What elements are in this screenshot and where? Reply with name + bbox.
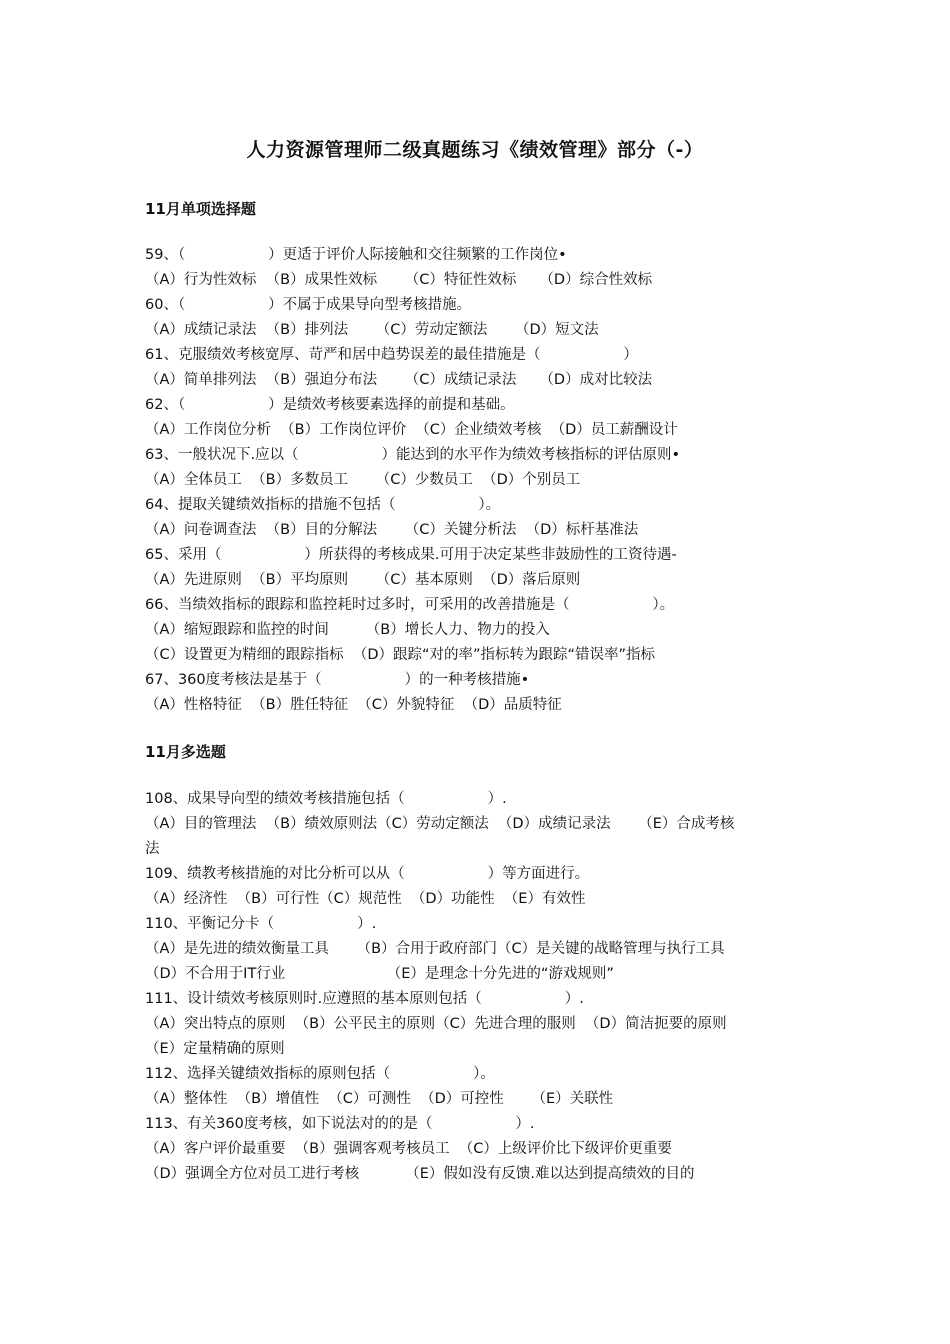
options-108: （A）目的管理法 （B）绩效原则法（C）劳动定额法 （D）成绩记录法 （E）合成考核 [145, 816, 735, 832]
question-62: 62、（ ）是绩效考核要素选择的前提和基础。 [145, 397, 515, 413]
options-66-a-b: （A）缩短跟踪和监控的时间 （B）增长人力、物力的投入 [145, 622, 550, 638]
options-112: （A）整体性 （B）增值性 （C）可测性 （D）可控性 （E）关联性 [145, 1091, 614, 1107]
section-heading-single-choice: 11月单项选择题 [145, 200, 256, 218]
options-62: （A）工作岗位分析 （B）工作岗位评价 （C）企业绩效考核 （D）员工薪酬设计 [145, 422, 678, 438]
options-66-c-d: （C）设置更为精细的跟踪指标 （D）跟踪“对的率”指标转为跟踪“错误率”指标 [145, 647, 656, 663]
question-111: 111、设计绩效考核原则时.应遵照的基本原则包括（ ）. [145, 991, 584, 1007]
question-61: 61、克服绩效考核宽厚、苛严和居中趋势误差的最佳措施是（ ） [145, 347, 638, 363]
section-heading-multiple-choice: 11月多选题 [145, 743, 226, 761]
options-113-a-c: （A）客户评价最重要 （B）强调客观考核员工 （C）上级评价比下级评价更重要 [145, 1141, 672, 1157]
options-110-d-e: （D）不合用于IT行业 （E）是理念十分先进的“游戏规则” [145, 966, 614, 982]
question-110: 110、平衡记分卡（ ）. [145, 916, 377, 932]
options-113-d-e: （D）强调全方位对员工进行考核 （E）假如没有反馈.难以达到提高绩效的目的 [145, 1166, 695, 1182]
options-65: （A）先进原则 （B）平均原则 （C）基本原则 （D）落后原则 [145, 572, 581, 588]
question-67: 67、360度考核法是基于（ ）的一种考核措施• [145, 672, 530, 688]
question-65: 65、采用（ ）所获得的考核成果.可用于决定某些非鼓励性的工资待遇- [145, 547, 677, 563]
options-63: （A）全体员工 （B）多数员工 （C）少数员工 （D）个别员工 [145, 472, 581, 488]
question-60: 60、（ ）不属于成果导向型考核措施。 [145, 297, 472, 313]
options-64: （A）问卷调查法 （B）目的分解法 （C）关键分析法 （D）标杆基准法 [145, 522, 639, 538]
question-108: 108、成果导向型的绩效考核措施包括（ ）. [145, 791, 507, 807]
question-59: 59、（ ）更适于评价人际接触和交往频繁的工作岗位• [145, 247, 567, 263]
options-67: （A）性格特征 （B）胜任特征 （C）外貌特征 （D）品质特征 [145, 697, 562, 713]
question-109: 109、绩教考核措施的对比分析可以从（ ）等方面进行。 [145, 866, 590, 882]
question-64: 64、提取关键绩效指标的措施不包括（ ）。 [145, 497, 501, 513]
options-59: （A）行为性效标 （B）成果性效标 （C）特征性效标 （D）综合性效标 [145, 272, 653, 288]
document-title: 人力资源管理师二级真题练习《绩效管理》部分（-） [246, 139, 704, 161]
options-110-a-c: （A）是先进的绩效衡量工具 （B）合用于政府部门（C）是关键的战略管理与执行工具 [145, 941, 725, 957]
options-109: （A）经济性 （B）可行性（C）规范性 （D）功能性 （E）有效性 [145, 891, 586, 907]
options-111-e: （E）定量精确的原则 [145, 1041, 285, 1057]
options-108-wrap: 法 [145, 841, 160, 857]
options-60: （A）成绩记录法 （B）排列法 （C）劳动定额法 （D）短文法 [145, 322, 599, 338]
options-111-a-d: （A）突出特点的原则 （B）公平民主的原则（C）先进合理的服则 （D）简洁扼要的原则 [145, 1016, 727, 1032]
question-63: 63、一般状况下.应以（ ）能达到的水平作为绩效考核指标的评估原则• [145, 447, 681, 463]
question-113: 113、有关360度考核，如下说法对的的是（ ）. [145, 1116, 535, 1132]
question-112: 112、选择关键绩效指标的原则包括（ ）。 [145, 1066, 495, 1082]
question-66: 66、当绩效指标的跟踪和监控耗时过多时，可采用的改善措施是（ ）。 [145, 597, 675, 613]
options-61: （A）简单排列法 （B）强迫分布法 （C）成绩记录法 （D）成对比较法 [145, 372, 653, 388]
